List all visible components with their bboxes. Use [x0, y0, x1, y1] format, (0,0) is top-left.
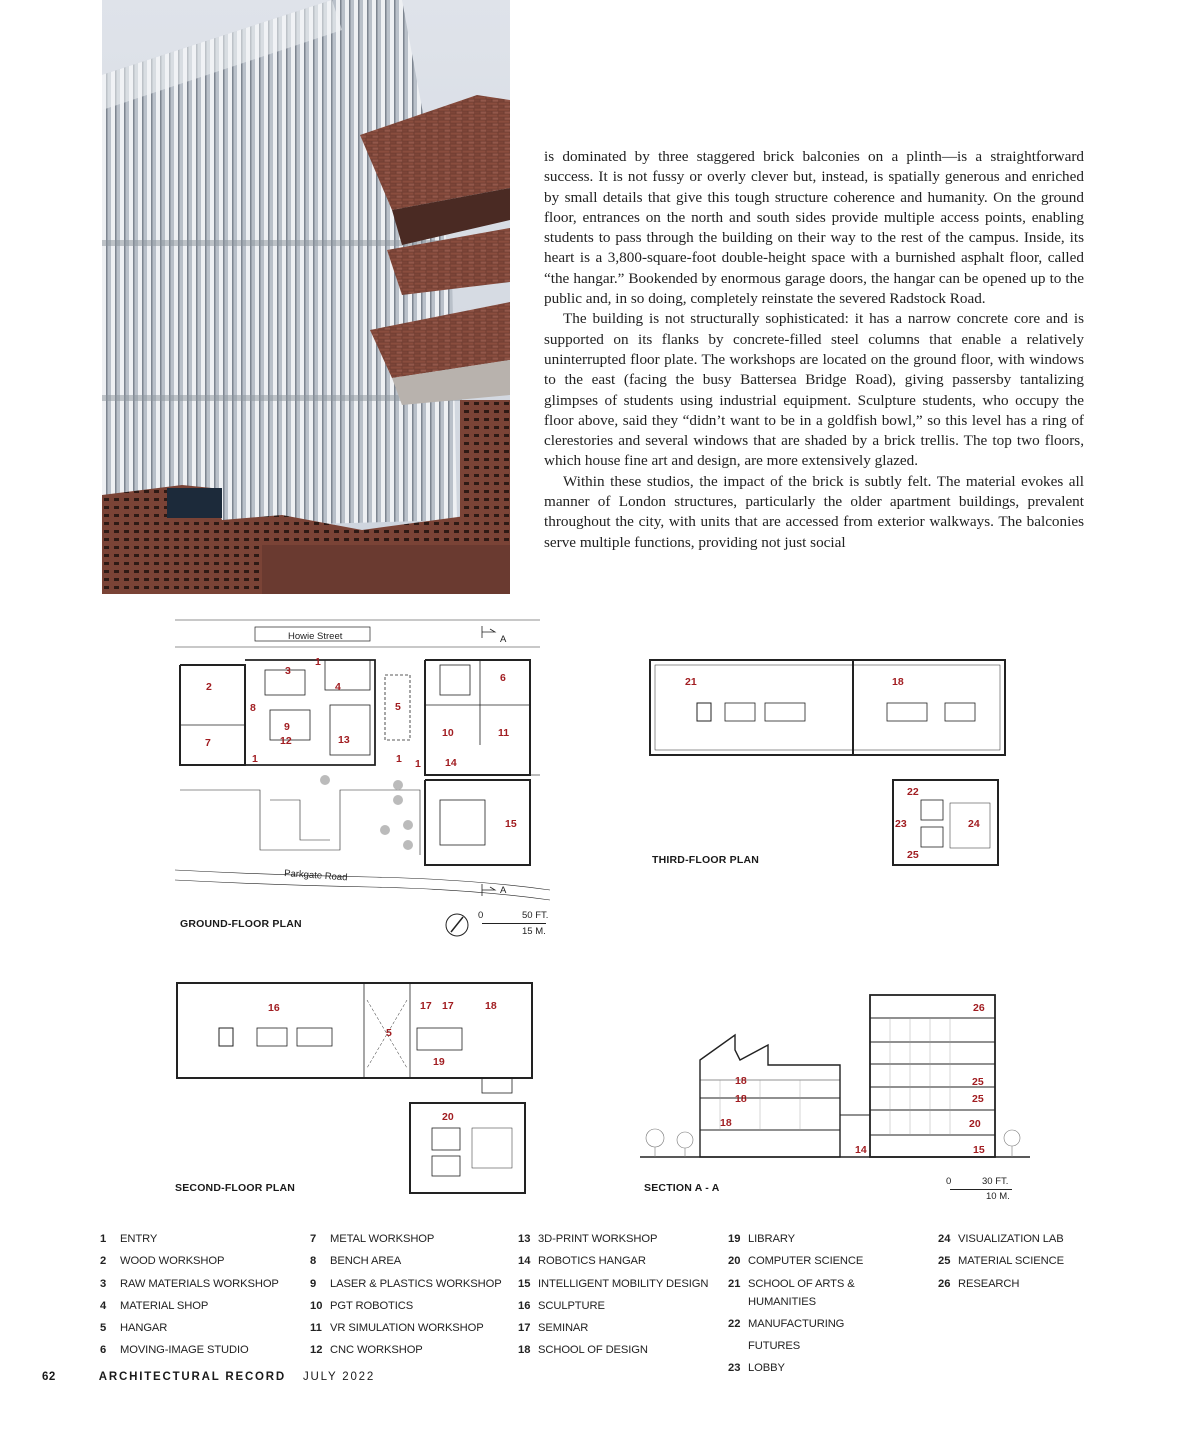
section-marker-top: A: [500, 634, 507, 645]
legend-item: 9 LASER & PLASTICS WORKSHOP: [310, 1277, 502, 1290]
svg-text:5: 5: [386, 1027, 392, 1039]
legend-item: 13 3D-PRINT WORKSHOP: [518, 1233, 658, 1245]
svg-text:20: 20: [442, 1111, 454, 1123]
third-floor-caption: THIRD-FLOOR PLAN: [652, 854, 760, 866]
svg-text:21: 21: [685, 676, 697, 688]
svg-text:18: 18: [735, 1075, 747, 1087]
svg-text:26: 26: [973, 1002, 985, 1014]
section-caption: SECTION A - A: [644, 1182, 720, 1194]
svg-text:17: 17: [420, 1000, 432, 1012]
svg-text:7: 7: [205, 737, 211, 749]
scale-feet: 30 FT.: [982, 1176, 1009, 1187]
legend-item: 7 METAL WORKSHOP: [310, 1233, 435, 1245]
legend-item: 26 RESEARCH: [938, 1277, 1020, 1290]
legend-item: 6 MOVING-IMAGE STUDIO: [100, 1344, 249, 1357]
legend-column: [938, 1228, 1098, 1295]
legend-item: 19 LIBRARY: [728, 1233, 795, 1245]
legend-item: 1 ENTRY: [100, 1233, 158, 1245]
svg-text:19: 19: [433, 1056, 445, 1068]
legend-column: [100, 1228, 305, 1362]
svg-text:18: 18: [485, 1000, 497, 1012]
svg-text:1: 1: [396, 753, 402, 765]
third-floor-plan: [645, 655, 1015, 870]
legend-column: [310, 1228, 515, 1362]
legend-item: 23 LOBBY: [728, 1362, 785, 1375]
svg-text:18: 18: [892, 676, 904, 688]
legend-item: 22 MANUFACTURING FUTURES: [728, 1317, 845, 1352]
scale-feet: 50 FT.: [522, 910, 549, 921]
legend-column: [518, 1228, 723, 1362]
second-floor-plan: [172, 978, 552, 1198]
section-a-a: [640, 990, 1030, 1170]
legend-item: 25 MATERIAL SCIENCE: [938, 1255, 1064, 1268]
ground-floor-caption: GROUND-FLOOR PLAN: [180, 918, 302, 930]
svg-text:12: 12: [280, 735, 292, 747]
article-body: [544, 147, 1084, 553]
svg-text:11: 11: [498, 727, 510, 739]
legend-item: 12 CNC WORKSHOP: [310, 1344, 423, 1357]
svg-text:25: 25: [972, 1076, 984, 1088]
legend-item: 15 INTELLIGENT MOBILITY DESIGN: [518, 1277, 709, 1290]
svg-text:18: 18: [720, 1117, 732, 1129]
svg-text:1: 1: [315, 656, 321, 668]
svg-text:16: 16: [268, 1002, 280, 1014]
svg-text:17: 17: [442, 1000, 454, 1012]
magazine-name: ARCHITECTURAL RECORD: [98, 1371, 286, 1383]
legend-item: 18 SCHOOL OF DESIGN: [518, 1344, 648, 1357]
svg-text:9: 9: [284, 721, 290, 733]
page-footer: [42, 1371, 375, 1383]
article-paragraph: is dominated by three staggered brick balconies on a plinth—is a straightforward success. It is not fussy or overly clever but, instead, is spatially generous and enriched by small details that give this tough structure coherence and humanity. On the ground floor, entrances on the north and south sides provide multiple access points, enabling students to pass through the building on their way to the rest of the campus. Inside, its heart is a 3,800-square-foot double-height space with a burnished asphalt floor, called “the hangar.” Bookended by enormous garage doors, the hangar can be opened up to the public and, in so doing, completely reinstate the severed Radstock Road.: [544, 148, 1084, 308]
scale-meters: 15 M.: [522, 926, 546, 937]
legend-item: 5 HANGAR: [100, 1322, 168, 1335]
legend-item: 10 PGT ROBOTICS: [310, 1299, 414, 1312]
scale-zero: 0: [946, 1176, 952, 1187]
legend-item: 17 SEMINAR: [518, 1322, 589, 1335]
svg-text:15: 15: [973, 1144, 985, 1156]
svg-text:4: 4: [335, 681, 341, 693]
legend-item: 2 WOOD WORKSHOP: [100, 1255, 225, 1268]
building-photo-illustration: [102, 0, 510, 594]
third-floor-plan-drawing: [645, 655, 1015, 870]
legend-item: 3 RAW MATERIALS WORKSHOP: [100, 1277, 279, 1290]
ground-floor-plan-drawing: [170, 615, 560, 905]
legend-item: 8 BENCH AREA: [310, 1255, 402, 1268]
svg-text:25: 25: [907, 849, 919, 861]
svg-text:14: 14: [855, 1144, 867, 1156]
legend-item: 20 COMPUTER SCIENCE: [728, 1255, 864, 1268]
ground-floor-scale: [478, 910, 553, 940]
scale-meters: 10 M.: [986, 1191, 1010, 1202]
section-marker-bottom: A: [500, 885, 507, 896]
svg-text:5: 5: [395, 701, 401, 713]
page-number: 62: [42, 1371, 56, 1383]
legend-item: 11 VR SIMULATION WORKSHOP: [310, 1322, 484, 1335]
svg-text:6: 6: [500, 672, 506, 684]
issue-date: JULY 2022: [303, 1371, 376, 1383]
svg-text:2: 2: [206, 681, 212, 693]
svg-text:15: 15: [505, 818, 517, 830]
second-floor-plan-drawing: [172, 978, 552, 1198]
article-paragraph: Within these studios, the impact of the brick is subtly felt. The material evokes all manner of London structures, particularly the older apartment buildings, prevalent throughout the city, with units that are accessed from exterior walkways. The balconies serve multiple functions, providing not just social: [544, 472, 1084, 551]
ground-floor-plan: [170, 615, 560, 905]
svg-text:23: 23: [895, 818, 907, 830]
svg-text:20: 20: [969, 1118, 981, 1130]
street-label-parkgate: Parkgate Road: [283, 868, 348, 884]
legend-item: 21 SCHOOL OF ARTS & HUMANITIES: [728, 1277, 855, 1308]
legend-item: 16 SCULPTURE: [518, 1299, 605, 1312]
scale-zero: 0: [478, 910, 484, 921]
svg-text:1: 1: [415, 758, 421, 770]
svg-text:22: 22: [907, 786, 919, 798]
section-a-a-drawing: [640, 990, 1030, 1170]
article-paragraph: The building is not structurally sophisticated: it has a narrow concrete core and is supported on its flanks by concrete-filled steel columns that enable a relatively uninterrupted floor plate. The workshops are located on the ground floor, with windows to the east (facing the busy Battersea Bridge Road), giving passersby tantalizing glimpses of students using industrial equipment. Sculpture students, who occupy the floor above, said they “didn’t want to be in a goldfish bowl,” so this level has a ring of clerestories and several windows that are shaded by a brick trellis. The top two floors, which house fine art and design, are more extensively glazed.: [544, 310, 1084, 470]
svg-text:1: 1: [252, 753, 258, 765]
svg-text:8: 8: [250, 702, 256, 714]
section-scale: [946, 1176, 1021, 1206]
svg-text:25: 25: [972, 1093, 984, 1105]
legend-item: 24 VISUALIZATION LAB: [938, 1233, 1064, 1245]
svg-text:3: 3: [285, 665, 291, 677]
building-photo: [102, 0, 510, 594]
north-arrow-icon: [444, 912, 472, 940]
street-label-howie: Howie Street: [288, 631, 343, 642]
legend-item: 4 MATERIAL SHOP: [100, 1299, 209, 1312]
legend-item: 14 ROBOTICS HANGAR: [518, 1255, 646, 1268]
svg-text:24: 24: [968, 818, 980, 830]
svg-text:14: 14: [445, 757, 457, 769]
legend-column: [728, 1228, 878, 1379]
svg-text:10: 10: [442, 727, 454, 739]
svg-text:18: 18: [735, 1093, 747, 1105]
svg-text:13: 13: [338, 734, 350, 746]
second-floor-caption: SECOND-FLOOR PLAN: [175, 1182, 296, 1194]
